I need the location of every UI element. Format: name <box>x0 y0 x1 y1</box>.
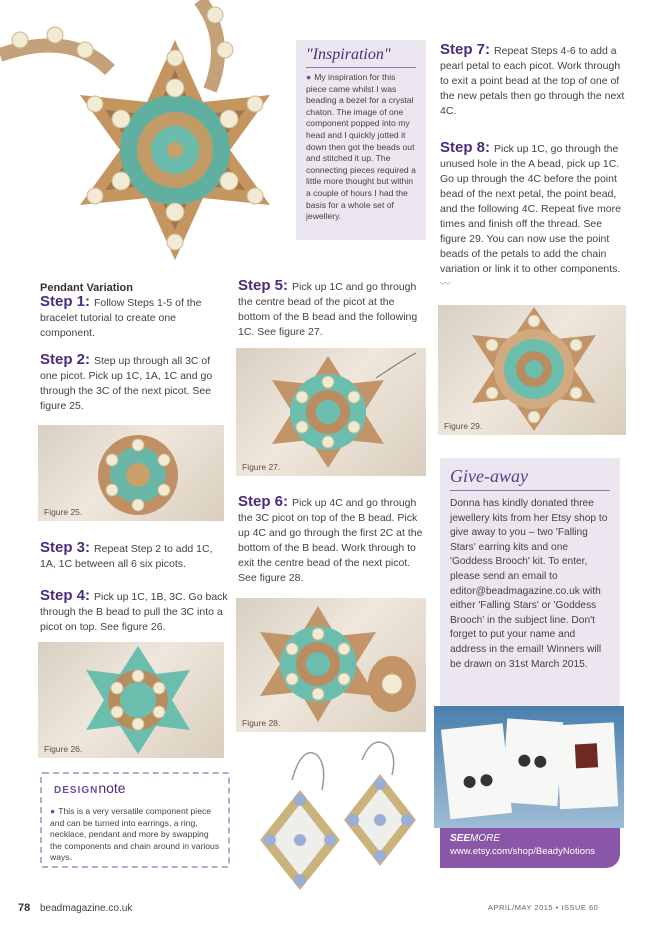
step-8-label: Step 8: <box>440 139 491 156</box>
step-1 <box>40 294 228 341</box>
figure-29-label: Figure 29. <box>444 421 483 431</box>
step-8-text: Pick up 1C, go through the unused hole in the A bead, pick up 1C. Go up through the 4C before the point bead of the next petal, the point bead, and the following 4C. Repeat five more times and finish off the thread. See figure 29. You can now use the point beads of the petals to add the chain variation or link it to other components. <box>440 143 621 275</box>
step-6-text: Pick up 4C and go through the 3C picot on top of the B bead. Pick up 4C and go through the first 2C at the bottom of the B bead. Work through to exit the centre bead of the next picot. See figure 28. <box>238 497 423 584</box>
step-6 <box>238 494 428 586</box>
footer-issue: APRIL/MAY 2015 • ISSUE 60 <box>488 903 599 912</box>
step-8 <box>440 140 628 292</box>
step-6-label: Step 6: <box>238 493 289 510</box>
design-note-text-wrap <box>50 806 220 864</box>
kits-photo <box>434 706 624 828</box>
giveaway-text: Donna has kindly donated three jewellery kits from her Etsy shop to give away to you – two 'Falling Stars' earring kits and one 'Goddess Brooch' kit. To enter, please send an email to editor@beadmagazine.co.uk with either 'Falling Stars' or 'Goddess Brooch' in the subject line. Don't forget to put your name and address in the email! Winners will be drawn on 31st March 2015. <box>450 498 608 670</box>
giveaway-title: Give-away <box>450 466 528 486</box>
inspiration-text-wrap <box>306 72 416 223</box>
footer-site: beadmagazine.co.uk <box>40 903 133 914</box>
step-4-text: Pick up 1C, 1B, 3C. Go back through the B bead to pull the 3C into a picot on top. See figure 26. <box>40 591 228 633</box>
step-7-label: Step 7: <box>440 41 491 58</box>
see-more-label <box>450 833 610 844</box>
giveaway-box <box>440 458 620 706</box>
step-3-label: Step 3: <box>40 539 91 556</box>
giveaway-underline <box>450 490 610 491</box>
inspiration-title: "Inspiration" <box>306 46 391 63</box>
inspiration-box <box>296 40 426 240</box>
pendant-heading: Pendant Variation <box>40 282 133 294</box>
step-5 <box>238 278 426 340</box>
step-4 <box>40 588 228 635</box>
inspiration-underline <box>306 67 416 68</box>
step-7-text: Repeat Steps 4-6 to add a pearl petal to each picot. Work through to exit a point bead at the top of one of the new petals then go through the next 4C. <box>440 45 625 117</box>
design-note-title-b: note <box>98 780 126 796</box>
step-1-text: Follow Steps 1-5 of the bracelet tutorial to create one component. <box>40 297 202 339</box>
figure-27-photo <box>236 348 426 476</box>
figure-29-photo <box>438 305 626 435</box>
design-note-title-a: DESIGN <box>54 785 99 796</box>
step-4-label: Step 4: <box>40 587 91 604</box>
see-more-url[interactable]: www.etsy.com/shop/BeadyNotions <box>450 846 596 857</box>
see-more-label-b: MORE <box>470 833 501 844</box>
inspiration-text: My inspiration for this piece came whilst I was beading a bezel for a crystal chaton. The image of one component popped into my head and I quickly jotted it down then got the beads out and stitched it up. The connecting pieces required a little more thought but within a couple of hours I had the basis for a whole set of jewellery. <box>306 72 416 222</box>
figure-28-photo <box>236 598 426 732</box>
bullet-icon: ● <box>306 72 312 82</box>
figure-25-label: Figure 25. <box>44 507 83 517</box>
step-5-text: Pick up 1C and go through the centre bead of the picot at the bottom of the B bead and the following 1C. See figure 27. <box>238 281 418 338</box>
necklace-photo <box>0 0 290 262</box>
squiggle-icon: 〰 <box>440 278 451 290</box>
bullet-icon: ● <box>50 806 56 816</box>
figure-25-photo <box>38 425 224 521</box>
earrings-photo <box>232 740 432 910</box>
design-note-title <box>50 780 130 798</box>
figure-26-label: Figure 26. <box>44 744 83 754</box>
step-3-text: Repeat Step 2 to add 1C, 1A, 1C between all 6 six picots. <box>40 543 213 570</box>
step-5-label: Step 5: <box>238 277 289 294</box>
step-1-label: Step 1: <box>40 293 91 310</box>
design-note-box <box>40 772 230 868</box>
step-7 <box>440 42 628 119</box>
design-note-text: This is a very versatile component piece and can be turned into earrings, a ring, necklace, pendant and more by swapping the components and chain around in various ways. <box>50 806 220 863</box>
figure-27-label: Figure 27. <box>242 462 281 472</box>
see-more-bar <box>440 828 620 868</box>
step-2 <box>40 352 228 414</box>
page-number: 78 <box>18 902 31 914</box>
see-more-label-a: SEE <box>450 833 471 844</box>
step-2-label: Step 2: <box>40 351 91 368</box>
figure-28-label: Figure 28. <box>242 718 281 728</box>
figure-26-photo <box>38 642 224 758</box>
step-3 <box>40 540 228 572</box>
step-2-text: Step up through all 3C of one picot. Pick up 1C, 1A, 1C and go through the 3C of the next picot. See figure 25. <box>40 355 213 412</box>
